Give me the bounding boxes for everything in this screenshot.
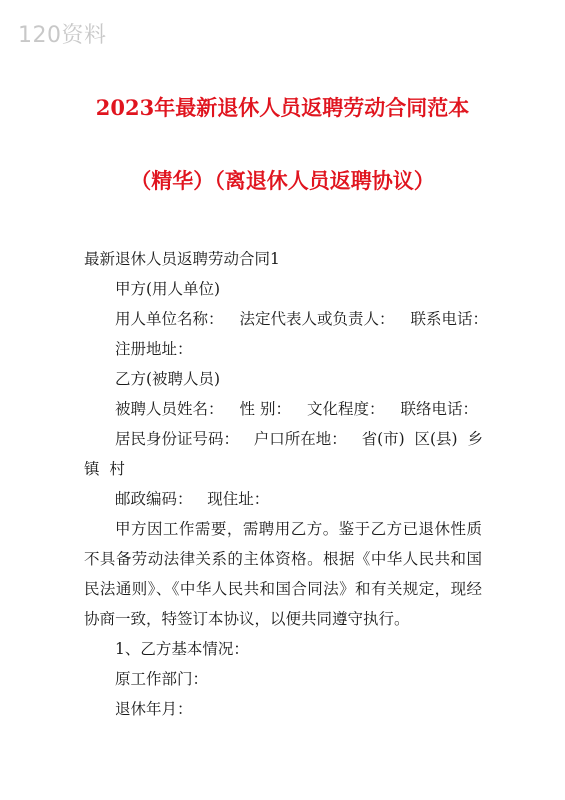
document-subtitle: （精华）（离退休人员返聘协议） — [130, 168, 435, 193]
party-a-phone-label: 联系电话： — [410, 310, 489, 328]
section-1-heading: 1、乙方基本情况： — [115, 640, 249, 658]
contract-heading: 最新退休人员返聘劳动合同1 — [84, 250, 280, 268]
party-b-fields — [84, 394, 482, 424]
gender-label: 性 别： — [239, 400, 291, 418]
document-title: 2023年最新退休人员返聘劳动合同范本 — [95, 95, 470, 120]
employee-name-label: 被聘人员姓名： — [115, 400, 224, 418]
original-department-label: 原工作部门： — [115, 670, 209, 688]
preamble-paragraph: 甲方因工作需要，需聘用乙方。鉴于乙方已退休性质不具备劳动法律关系的主体资格。根据《中华人民共和国民法通则》、《中华人民共和国合同法》和有关规定，现经协商一致，特签订本协议，以便共同遵守执行。 — [84, 520, 482, 628]
party-a-fields — [84, 304, 489, 334]
party-a-label: 甲方(用人单位) — [115, 280, 221, 298]
document-body — [84, 244, 489, 724]
postal-address-line: 邮政编码： 现住址： — [115, 490, 270, 508]
party-b-phone-label: 联络电话： — [400, 400, 478, 418]
id-residence-line: 居民身份证号码： 户口所在地： 省(市) 区(县) 乡 — [115, 430, 483, 448]
watermark: 120资料 — [18, 23, 107, 48]
address-label: 注册地址： — [115, 340, 193, 358]
education-label: 文化程度： — [306, 400, 385, 418]
retirement-date-label: 退休年月： — [115, 700, 193, 718]
id-residence-line-cont: 镇 村 — [84, 460, 125, 478]
unit-name-label: 用人单位名称： — [115, 310, 224, 328]
legal-rep-label: 法定代表人或负责人： — [239, 310, 395, 328]
party-b-label: 乙方(被聘人员) — [115, 370, 221, 388]
